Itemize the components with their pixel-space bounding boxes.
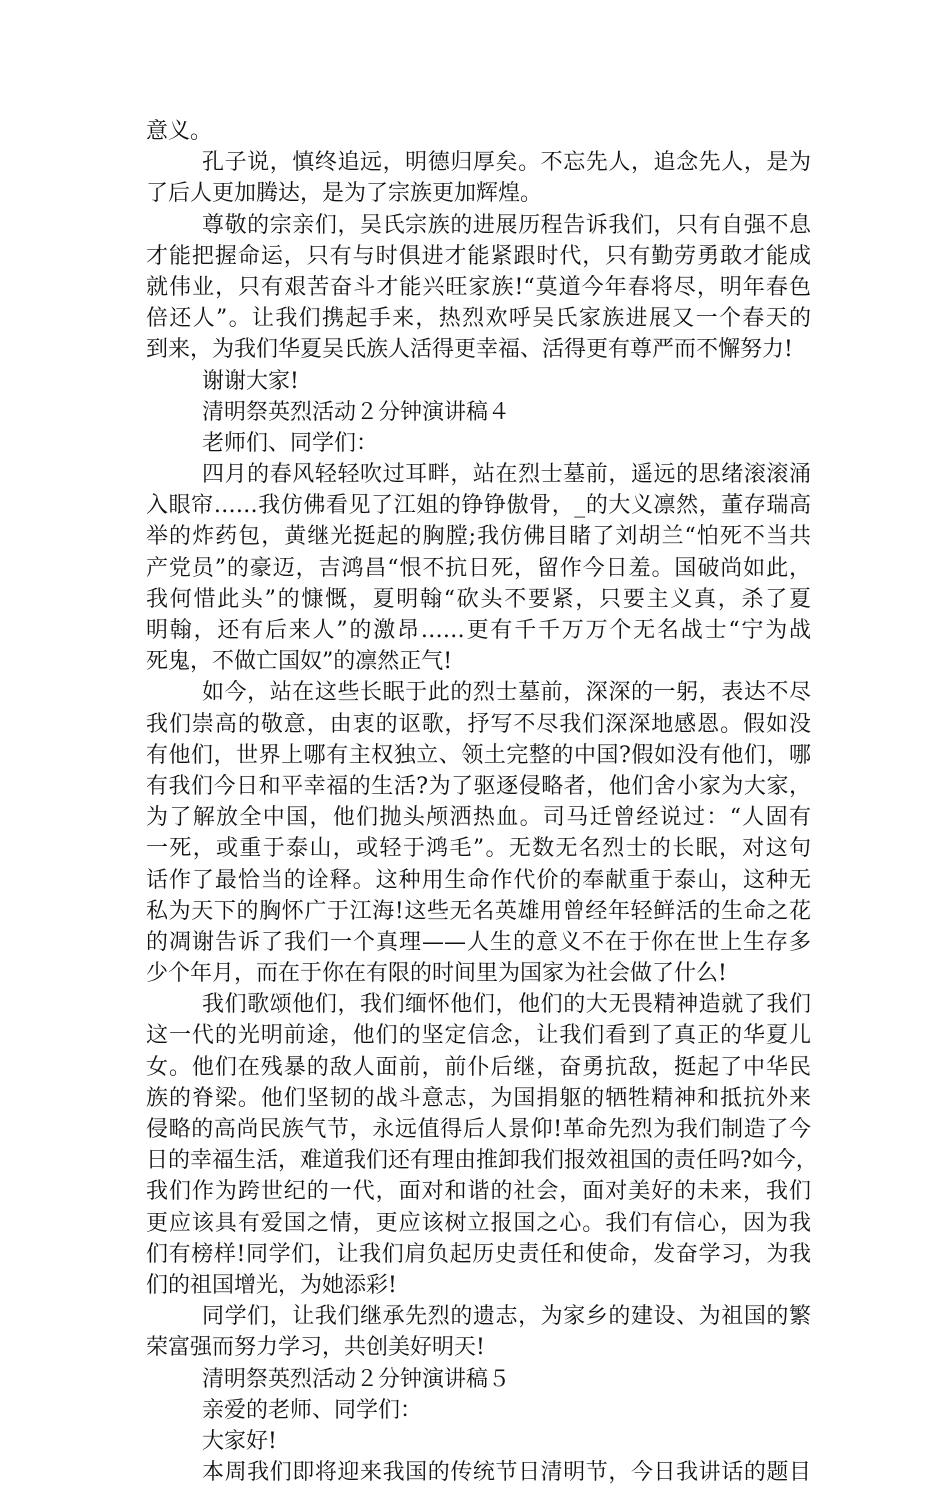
text-line: 亲爱的老师、同学们： — [202, 1397, 423, 1423]
text-line: 们有榜样!同学们，让我们肩负起历史责任和使命，发奋学习，为我 — [146, 1241, 811, 1267]
text-line: 侵略的高尚民族气节，永远值得后人景仰!革命先烈为我们制造了今 — [146, 1117, 811, 1142]
text-line: 入眼帘……我仿佛看见了江姐的铮铮傲骨，_的大义凛然，董存瑞高 — [146, 493, 811, 519]
text-line: 有他们，世界上哪有主权独立、领土完整的中国?假如没有他们，哪 — [146, 742, 811, 768]
text-line: 同学们，让我们继承先烈的遗志，为家乡的建设、为祖国的繁 — [202, 1304, 811, 1330]
text-line: 清明祭英烈活动２分钟演讲稿５ — [202, 1366, 511, 1392]
text-line: 话作了最恰当的诠释。这种用生命作代价的奉献重于泰山，这种无 — [146, 867, 811, 893]
text-line: 荣富强而努力学习，共创美好明天! — [146, 1335, 485, 1361]
text-line: 清明祭英烈活动２分钟演讲稿４ — [202, 399, 511, 425]
text-line: 意义。 — [146, 119, 213, 144]
text-line: 才能把握命运，只有与时俱进才能紧跟时代，只有勤劳勇敢才能成 — [146, 243, 811, 269]
text-line: 这一代的光明前途，他们的坚定信念，让我们看到了真正的华夏儿 — [146, 1023, 811, 1049]
text-line: 我们歌颂他们，我们缅怀他们，他们的大无畏精神造就了我们 — [202, 992, 811, 1018]
text-line: 举的炸药包，黄继光挺起的胸膛;我仿佛目睹了刘胡兰“怕死不当共 — [146, 524, 811, 550]
text-line: 我们作为跨世纪的一代，面对和谐的社会，面对美好的未来，我们 — [146, 1179, 811, 1205]
document-page — [146, 116, 818, 1488]
text-line: 大家好! — [202, 1428, 277, 1454]
text-line: 私为天下的胸怀广于江海!这些无名英雄用曾经年轻鲜活的生命之花 — [146, 898, 811, 924]
text-line: 少个年月，而在于你在有限的时间里为国家为社会做了什么! — [146, 961, 727, 987]
text-line: 们的祖国增光，为她添彩! — [146, 1272, 397, 1298]
text-line: 老师们、同学们： — [202, 430, 379, 456]
text-line: 族的脊梁。他们坚韧的战斗意志，为国捐躯的牺牲精神和抵抗外来 — [146, 1085, 811, 1111]
text-line: 倍还人”。让我们携起手来，热烈欢呼吴氏家族进展又一个春天的 — [146, 306, 811, 332]
text-line: 我何惜此头”的慷慨，夏明翰“砍头不要紧，只要主义真，杀了夏 — [146, 586, 811, 612]
text-line: 了后人更加腾达，是为了宗族更加辉煌。 — [146, 181, 543, 207]
text-line: 就伟业，只有艰苦奋斗才能兴旺家族!“莫道今年春将尽，明年春色 — [146, 274, 811, 300]
text-line: 女。他们在残暴的敌人面前，前仆后继，奋勇抗敌，挺起了中华民 — [146, 1054, 811, 1080]
text-line: 四月的春风轻轻吹过耳畔，站在烈士墓前，遥远的思绪滚滚涌 — [202, 462, 811, 488]
text-line: 到来，为我们华夏吴氏族人活得更幸福、活得更有尊严而不懈努力! — [146, 337, 793, 363]
text-line: 本周我们即将迎来我国的传统节日清明节，今日我讲话的题目 — [202, 1460, 811, 1486]
text-line: 产党员”的豪迈，吉鸿昌“恨不抗日死，留作今日羞。国破尚如此， — [146, 555, 811, 581]
text-line: 死鬼，不做亡国奴”的凛然正气! — [146, 649, 453, 675]
text-line: 谢谢大家! — [202, 368, 299, 394]
text-line: 为了解放全中国，他们抛头颅洒热血。司马迁曾经说过：“人固有 — [146, 805, 811, 831]
text-line: 尊敬的宗亲们，吴氏宗族的进展历程告诉我们，只有自强不息 — [202, 212, 811, 238]
text-line: 一死，或重于泰山，或轻于鸿毛”。无数无名烈士的长眠，对这句 — [146, 836, 811, 862]
text-line: 的凋谢告诉了我们一个真理——人生的意义不在于你在世上生存多 — [146, 929, 811, 955]
text-line: 更应该具有爱国之情，更应该树立报国之心。我们有信心，因为我 — [146, 1210, 811, 1236]
text-line: 如今，站在这些长眠于此的烈士墓前，深深的一躬，表达不尽 — [202, 680, 811, 706]
text-line: 我们崇高的敬意，由衷的讴歌，抒写不尽我们深深地感恩。假如没 — [146, 711, 811, 737]
text-line: 有我们今日和平幸福的生活?为了驱逐侵略者，他们舍小家为大家， — [146, 773, 811, 799]
text-line: 日的幸福生活，难道我们还有理由推卸我们报效祖国的责任吗?如今， — [146, 1148, 818, 1174]
text-line: 孔子说，慎终追远，明德归厚矣。不忘先人，追念先人，是为 — [202, 150, 811, 176]
text-line: 明翰，还有后来人”的激昂……更有千千万万个无名战士“宁为战 — [146, 618, 811, 643]
